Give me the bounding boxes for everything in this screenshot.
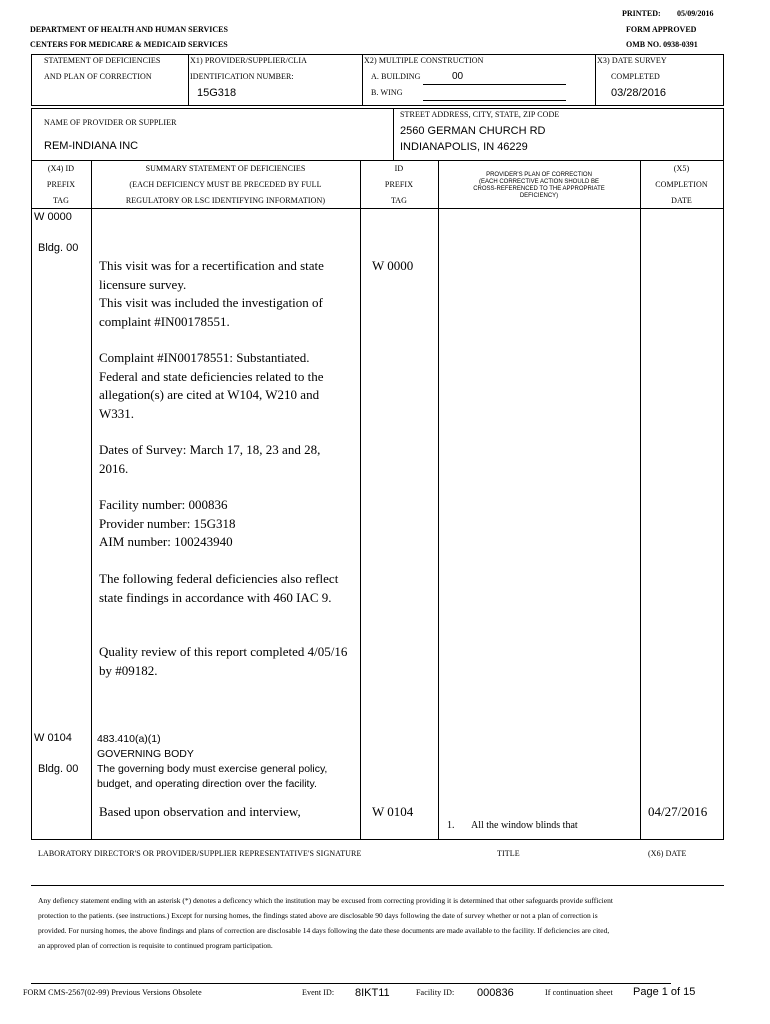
centers-name: CENTERS FOR MEDICARE & MEDICAID SERVICES bbox=[30, 40, 228, 49]
wing-label: B. WING bbox=[371, 88, 403, 97]
continuation-label: If continuation sheet bbox=[545, 988, 613, 997]
form-number: FORM CMS-2567(02-99) Previous Versions Obsolete bbox=[23, 988, 202, 997]
address-label: STREET ADDRESS, CITY, STATE, ZIP CODE bbox=[400, 110, 560, 119]
building-value: 00 bbox=[452, 71, 464, 82]
page-number: Page 1 of 15 bbox=[633, 986, 696, 998]
plan-header-1: PROVIDER'S PLAN OF CORRECTION bbox=[486, 172, 592, 178]
omb-number: OMB NO. 0938-0391 bbox=[626, 40, 698, 49]
paragraph-federal-deficiencies: The following federal deficiencies also reflect state findings in accordance with 460 IAC 9. bbox=[99, 571, 339, 605]
facility-id-value: 000836 bbox=[477, 987, 514, 999]
plan-header-3: CROSS-REFERENCED TO THE APPROPRIATE bbox=[473, 186, 605, 192]
x2-label: X2) MULTIPLE CONSTRUCTION bbox=[364, 56, 484, 65]
x1-label-1: X1) PROVIDER/SUPPLIER/CLIA bbox=[190, 56, 308, 65]
text-w0104: Based upon observation and interview, bbox=[99, 804, 301, 819]
summary-header-1: SUMMARY STATEMENT OF DEFICIENCIES bbox=[145, 164, 306, 173]
tag-w0000: W 0000 bbox=[34, 211, 72, 223]
citation-w0104: 483.410(a)(1) GOVERNING BODY The governing body must exercise general policy, budget, and operating direction over the facility. bbox=[97, 733, 328, 790]
title-label: TITLE bbox=[497, 849, 520, 858]
printed-label: PRINTED: bbox=[622, 9, 661, 18]
paragraph-complaint: Complaint #IN00178551: Substantiated. Federal and state deficiencies related to the allegation(s) are cited at W104, W210 and W331. bbox=[99, 350, 324, 421]
paragraph-dates: Dates of Survey: March 17, 18, 23 and 28, 2016. bbox=[99, 442, 321, 476]
x5-header-3: DATE bbox=[671, 196, 692, 205]
signature-label: LABORATORY DIRECTOR'S OR PROVIDER/SUPPLIER REPRESENTATIVE'S SIGNATURE bbox=[38, 849, 362, 858]
summary-header-2: (EACH DEFICIENCY MUST BE PRECEDED BY FULL bbox=[129, 180, 322, 189]
provider-name-value: REM-INDIANA INC bbox=[44, 140, 139, 152]
plan-header-2: (EACH CORRECTIVE ACTION SHOULD BE bbox=[478, 179, 600, 185]
provider-name-label: NAME OF PROVIDER OR SUPPLIER bbox=[44, 118, 177, 127]
x3-label-2: COMPLETED bbox=[611, 72, 660, 81]
address-line-2: INDIANAPOLIS, IN 46229 bbox=[400, 141, 528, 153]
x4-header-1: (X4) ID bbox=[47, 164, 75, 173]
address-line-1: 2560 GERMAN CHURCH RD bbox=[400, 125, 546, 137]
event-id-value: 8IKT11 bbox=[355, 987, 390, 999]
x3-label-1: X3) DATE SURVEY bbox=[597, 56, 667, 65]
completion-date: 04/27/2016 bbox=[648, 804, 708, 819]
paragraph-recertification: This visit was for a recertification and state licensure survey. This visit was included the investigation of complaint #IN00178551. bbox=[99, 258, 324, 329]
id-header-3: TAG bbox=[390, 196, 408, 205]
printed-date: 05/09/2016 bbox=[677, 9, 714, 18]
x4-header-3: TAG bbox=[52, 196, 70, 205]
paragraph-quality-review: Quality review of this report completed 4/05/16 by #09182. bbox=[99, 644, 348, 678]
building-label: A. BUILDING bbox=[371, 72, 421, 81]
id-header-1: ID bbox=[394, 164, 404, 173]
department-name: DEPARTMENT OF HEALTH AND HUMAN SERVICES bbox=[30, 25, 228, 34]
x1-label-2: IDENTIFICATION NUMBER: bbox=[190, 72, 294, 81]
disclaimer-text: Any defiency statement ending with an asterisk (*) denotes a deficency which the institution may be excused from correcting providing it is determined that other safeguards provide sufficient protection to the patients. (see instructions.) Except for nursing homes, the findings stated above are disclosable 90 days following the date of survey whether or not a plan of correction is provided. For nursing homes, the above findings and plans of correction are disclosable 14 days following the date these documents are made available to the facility. If deficiencies are cited, an approved plan of correction is requisite to continued program participation. bbox=[38, 896, 613, 950]
date-label: (X6) DATE bbox=[648, 849, 687, 858]
bldg-w0104: Bldg. 00 bbox=[38, 763, 79, 775]
right-tag-w0104: W 0104 bbox=[372, 804, 414, 819]
tag-w0104: W 0104 bbox=[34, 732, 72, 744]
x5-header-2: COMPLETION bbox=[655, 180, 708, 189]
provider-id-value: 15G318 bbox=[197, 87, 237, 99]
paragraph-facility-numbers: Facility number: 000836 Provider number: 15G318 AIM number: 100243940 bbox=[99, 497, 236, 549]
survey-date-value: 03/28/2016 bbox=[611, 87, 667, 99]
x5-header-1: (X5) bbox=[673, 164, 690, 173]
statement-label-1: STATEMENT OF DEFICIENCIES bbox=[44, 56, 161, 65]
facility-id-label: Facility ID: bbox=[416, 988, 455, 997]
x4-header-2: PREFIX bbox=[46, 180, 76, 189]
bldg-w0000: Bldg. 00 bbox=[38, 242, 79, 254]
right-tag-w0000: W 0000 bbox=[372, 258, 414, 273]
plan-item-number: 1. bbox=[447, 820, 455, 831]
event-id-label: Event ID: bbox=[302, 988, 335, 997]
statement-label-2: AND PLAN OF CORRECTION bbox=[44, 72, 152, 81]
plan-item-text: All the window blinds that bbox=[471, 820, 578, 831]
form-approved: FORM APPROVED bbox=[626, 25, 697, 34]
id-header-2: PREFIX bbox=[384, 180, 414, 189]
plan-header-4: DEFICIENCY) bbox=[519, 193, 559, 199]
summary-header-3: REGULATORY OR LSC IDENTIFYING INFORMATION) bbox=[125, 196, 326, 205]
